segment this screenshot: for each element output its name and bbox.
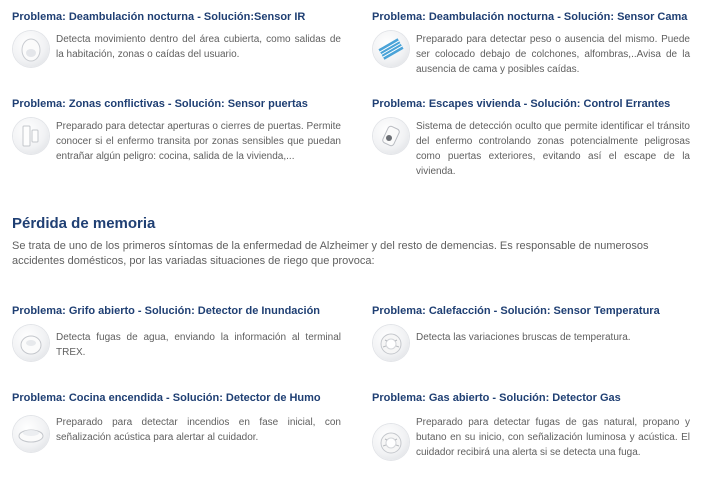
item-description: Preparado para detectar aperturas o cierres de puertas. Permite conocer si el enfermo transita por zonas sensibles que puedan entrañar algún peligro: cocina, salida de la vivienda,... xyxy=(56,121,341,162)
item-title: Problema: Grifo abierto - Solución: Detector de Inundación xyxy=(12,305,321,317)
item-night-wandering-ir xyxy=(12,11,342,81)
ir-sensor-icon xyxy=(13,31,49,67)
bed-sensor-icon xyxy=(373,31,409,67)
flood-detector-icon xyxy=(13,325,49,361)
item-title: Problema: Calefacción - Solución: Sensor Temperatura xyxy=(372,305,660,317)
item-title: Problema: Deambulación nocturna - Solución: Sensor Cama xyxy=(372,11,688,23)
item-conflict-zones-door xyxy=(12,98,342,178)
item-title: Problema: Gas abierto - Solución: Detector Gas xyxy=(372,392,621,404)
item-title: Problema: Escapes vivienda - Solución: Control Errantes xyxy=(372,98,671,110)
section-intro: Se trata de uno de los primeros síntomas de la enfermedad de Alzheimer y del resto de demencias. Es responsable de numerosos accidentes domésticos, por las variadas situaciones de riego que provoca: xyxy=(12,240,649,267)
gas-detector-icon xyxy=(373,424,409,460)
section-title: Pérdida de memoria xyxy=(12,215,156,232)
item-description: Detecta movimiento dentro del área cubierta, como salidas de la habitación, zonas o caídas del usuario. xyxy=(56,34,341,60)
item-night-wandering-bed xyxy=(372,11,692,81)
wander-control-icon xyxy=(373,118,409,154)
item-description: Detecta las variaciones bruscas de temperatura. xyxy=(416,332,631,343)
item-stove-smoke xyxy=(12,392,342,462)
item-description: Preparado para detectar peso o ausencia del mismo. Puede ser colocado debajo de colchones, alfombras,..Avisa de la ausencia de cama y posibles caídas. xyxy=(416,34,690,75)
item-gas-open-detector xyxy=(372,392,692,472)
item-description: Preparado para detectar fugas de gas natural, propano y butano en su inicio, con señalización luminosa y acústica. El cuidador recibirá una alerta si se detecta una fuga. xyxy=(416,417,690,458)
item-title: Problema: Cocina encendida - Solución: Detector de Humo xyxy=(12,392,321,404)
temperature-sensor-icon xyxy=(373,325,409,361)
item-description: Detecta fugas de agua, enviando la información al terminal TREX. xyxy=(56,332,341,358)
door-sensor-icon xyxy=(13,118,49,154)
item-title: Problema: Zonas conflictivas - Solución: Sensor puertas xyxy=(12,98,308,110)
item-open-tap-flood xyxy=(12,305,342,365)
item-description: Sistema de detección oculto que permite identificar el tránsito del enfermo controlando zonas potencialmente peligrosas como puertas exteriores, evitando así el escape de la vivienda. xyxy=(416,121,690,177)
smoke-detector-icon xyxy=(13,416,49,452)
item-title: Problema: Deambulación nocturna - Solución:Sensor IR xyxy=(12,11,306,23)
item-home-escape-wander xyxy=(372,98,692,178)
item-heating-temperature xyxy=(372,305,692,365)
item-description: Preparado para detectar incendios en fase inicial, con señalización acústica para alertar al cuidador. xyxy=(56,417,341,443)
